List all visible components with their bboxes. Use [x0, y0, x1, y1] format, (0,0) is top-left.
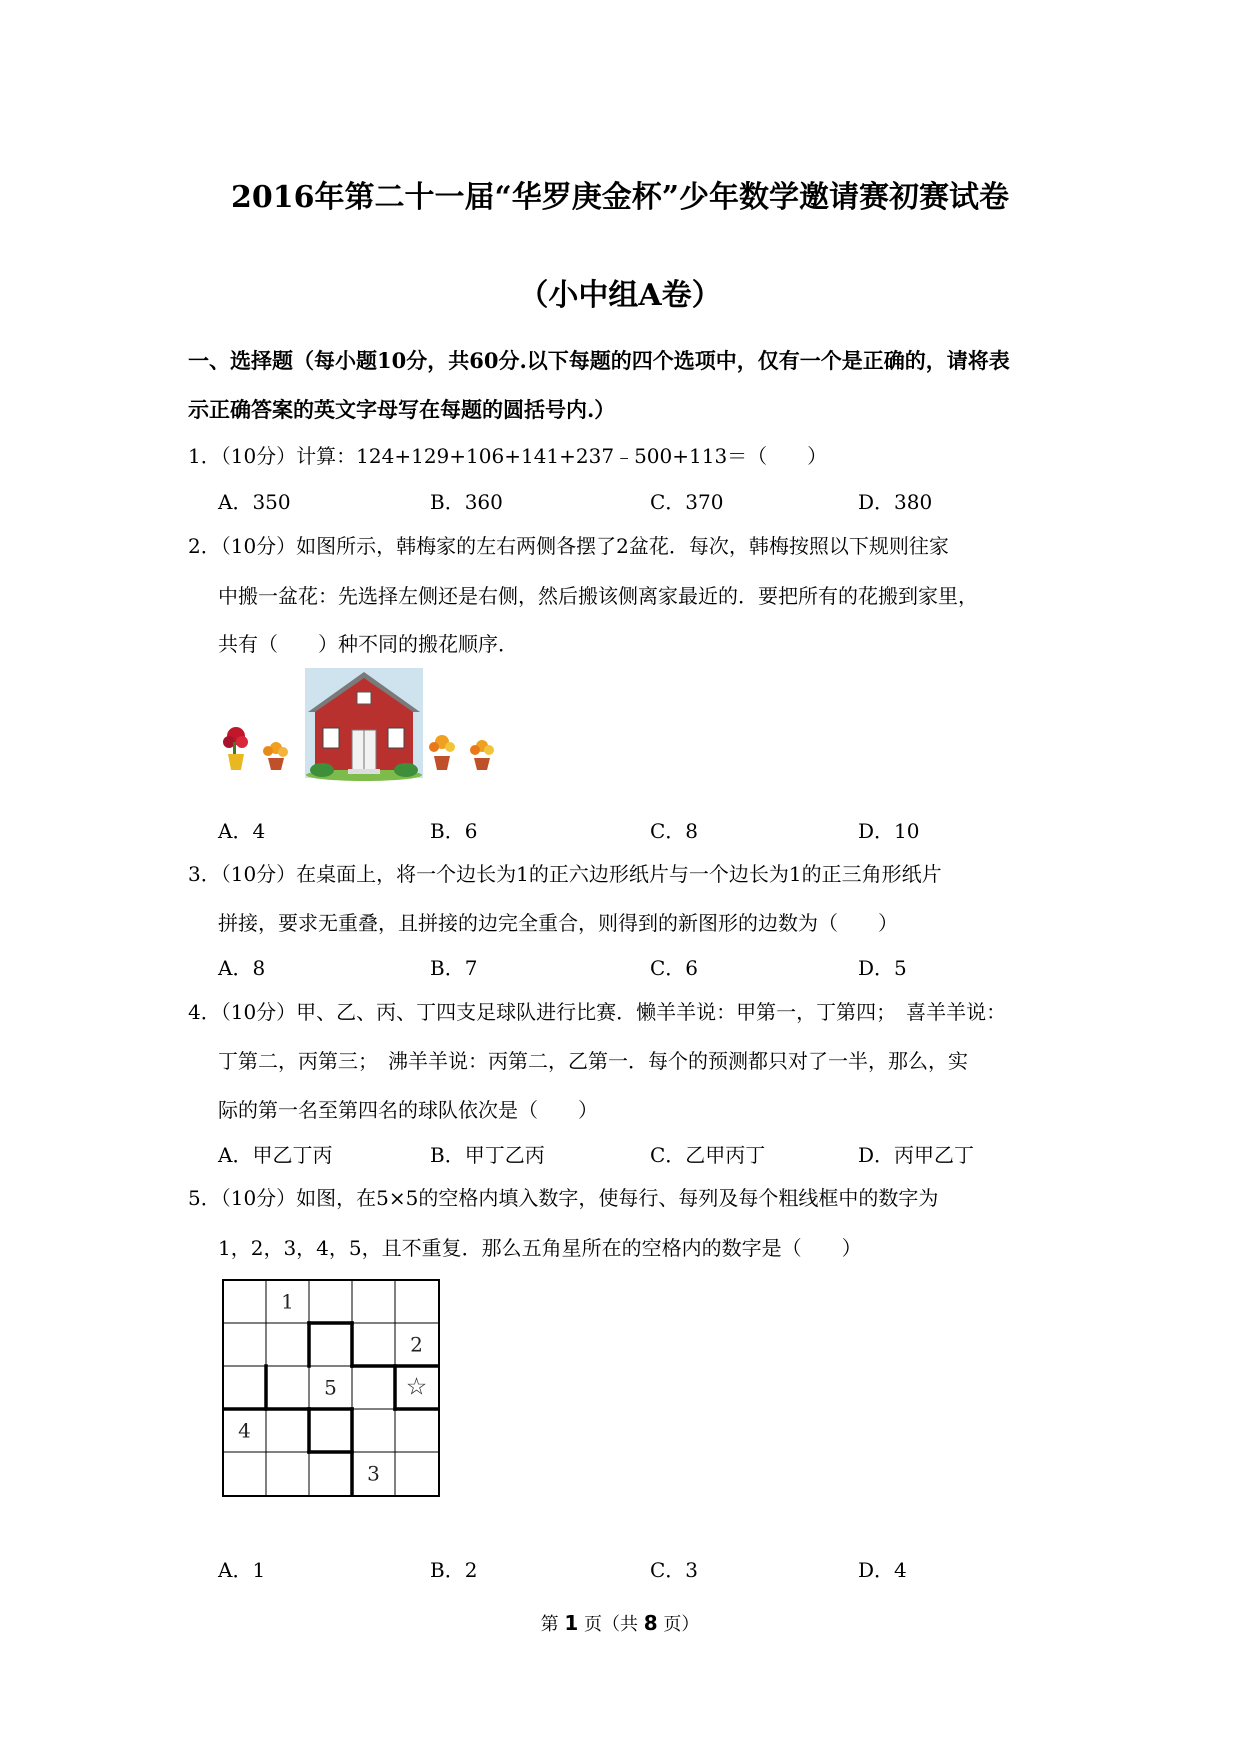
q2-option-d: D．10 [858, 819, 920, 843]
question-2-line-2: 中搬一盆花：先选择左侧还是右侧，然后搬该侧离家最近的．要把所有的花搬到家里， [218, 584, 978, 608]
q5-option-b: B．2 [430, 1558, 478, 1582]
q3-option-b: B．7 [430, 956, 478, 980]
section-heading-line2: 示正确答案的英文字母写在每题的圆括号内.） [188, 397, 616, 422]
q5-option-c: C．3 [650, 1558, 699, 1582]
question-5-line-1: 5．（10分）如图，在5×5的空格内填入数字，使每行、每列及每个粗线框中的数字为 [188, 1186, 939, 1210]
q1-option-a: A．350 [218, 490, 291, 514]
flower-pot-2 [263, 742, 288, 770]
question-4-line-3: 际的第一名至第四名的球队依次是（ ） [218, 1098, 598, 1122]
footer-suffix: 页） [663, 1614, 700, 1635]
q4-option-d: D．丙甲乙丁 [858, 1143, 975, 1167]
q3-option-a: A．8 [218, 956, 266, 980]
q3-option-d: D．5 [858, 956, 907, 980]
grid-digit: 2 [410, 1332, 423, 1357]
flower-pot-4 [470, 740, 494, 770]
question-1-line-1: 1．（10分）计算：124+129+106+141+237﹣500+113＝（ ） [188, 444, 828, 468]
sudoku-grid [222, 1279, 440, 1497]
q1-option-b: B．360 [430, 490, 503, 514]
q1-option-d: D．380 [858, 490, 933, 514]
q2-option-a: A．4 [218, 819, 266, 843]
section-heading-line1: 一、选择题（每小题10分，共60分.以下每题的四个选项中，仅有一个是正确的，请将表 [188, 348, 1010, 373]
question-3-line-1: 3．（10分）在桌面上，将一个边长为1的正六边形纸片与一个边长为1的正三角形纸片 [188, 862, 942, 886]
grid-digit: 5 [324, 1375, 337, 1400]
footer-total-pages: 8 [643, 1611, 658, 1635]
footer-prefix: 第 [540, 1614, 559, 1635]
exam-title: 2016年第二十一届“华罗庚金杯”少年数学邀请赛初赛试卷 [230, 180, 1009, 215]
house-and-flowers-illustration [220, 668, 500, 788]
flower-pot-3 [429, 735, 455, 770]
q5-option-d: D．4 [858, 1558, 907, 1582]
question-4-line-1: 4．（10分）甲、乙、丙、丁四支足球队进行比赛．懒羊羊说：甲第一，丁第四； 喜羊羊说： [188, 1000, 1007, 1024]
q3-option-c: C．6 [650, 956, 699, 980]
question-5-line-2: 1，2，3，4，5，且不重复．那么五角星所在的空格内的数字是（ ） [218, 1236, 862, 1260]
grid-digit: 3 [367, 1461, 380, 1486]
question-3-line-2: 拼接，要求无重叠，且拼接的边完全重合，则得到的新图形的边数为（ ） [218, 911, 898, 935]
footer-middle: 页（共 [584, 1614, 638, 1635]
q4-option-c: C．乙甲丙丁 [650, 1143, 766, 1167]
grid-digit: 1 [281, 1289, 294, 1314]
question-2-line-3: 共有（ ）种不同的搬花顺序． [218, 632, 518, 656]
q4-option-a: A．甲乙丁丙 [218, 1143, 333, 1167]
footer-page-number: 1 [564, 1611, 579, 1635]
q2-option-b: B．6 [430, 819, 478, 843]
page-footer [0, 1610, 1240, 1636]
flower-pot-1 [223, 727, 248, 770]
star-icon: ☆ [405, 1372, 428, 1401]
question-2-line-1: 2．（10分）如图所示，韩梅家的左右两侧各摆了2盆花．每次，韩梅按照以下规则往家 [188, 534, 949, 558]
exam-subtitle: （小中组A卷） [518, 278, 722, 313]
q5-option-a: A．1 [218, 1558, 266, 1582]
q1-option-c: C．370 [650, 490, 724, 514]
question-4-line-2: 丁第二，丙第三； 沸羊羊说：丙第二，乙第一．每个的预测都只对了一半，那么，实 [218, 1049, 968, 1073]
q4-option-b: B．甲丁乙丙 [430, 1143, 545, 1167]
q2-option-c: C．8 [650, 819, 699, 843]
grid-digit: 4 [238, 1418, 251, 1443]
